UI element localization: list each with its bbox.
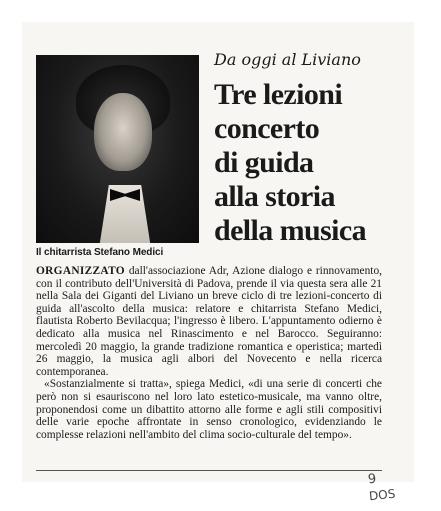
paragraph-1 — [36, 265, 382, 378]
paragraph-1-text: dall'associazione Adr, Azione dialogo e rinnovamento, con il contributo dell'Università di Padova, prende il via questa sera alle 21 nella Sala dei Giganti del Liviano un breve ciclo di tre lezioni-concerto di guida all'ascolto della musica: relatore e chitarrista Stefano Medici, flautista Roberto Bevilacqua; l'ingresso è libero. L'appuntamento odierno è dedicato alla musica nel Rinascimento e nel Barocco. Seguiranno: mercoledì 20 maggio, la grande tradizione romantica e operistica; martedì 26 maggio, la musica agli albori del Novecento e nella ricerca contemporanea. — [36, 265, 382, 378]
lead-word: ORGANIZZATO — [36, 265, 125, 277]
photo-face — [94, 93, 152, 171]
kicker: Da oggi al Liviano — [214, 50, 361, 69]
headline — [214, 78, 366, 248]
photo-shirt — [98, 185, 152, 243]
headline-line: Tre lezioni — [214, 78, 343, 111]
headline-line: concerto — [214, 112, 320, 145]
paragraph-2: «Sostanzialmente si tratta», spiega Medici, «di una serie di concerti che però non si esauriscono nel loro lato estetico-musicale, ma vanno oltre, proponendosi come un dibattito attorno alle forme e agli stili compositivi delle varie epoche affrontate in senso cronologico, evidenziando le complesse relazioni nell'ambito del clima socio-culturale del tempo». — [36, 378, 382, 441]
photo-caption: Il chitarrista Stefano Medici — [36, 247, 164, 258]
handwritten-page-number: 9 — [367, 471, 378, 488]
article-body — [36, 265, 382, 441]
bottom-rule — [36, 470, 382, 471]
guitarist-photo — [36, 55, 199, 243]
headline-line: della musica — [214, 214, 366, 247]
handwritten-code: DOS — [368, 486, 396, 504]
headline-line: di guida — [214, 146, 314, 179]
headline-line: alla storia — [214, 180, 335, 213]
